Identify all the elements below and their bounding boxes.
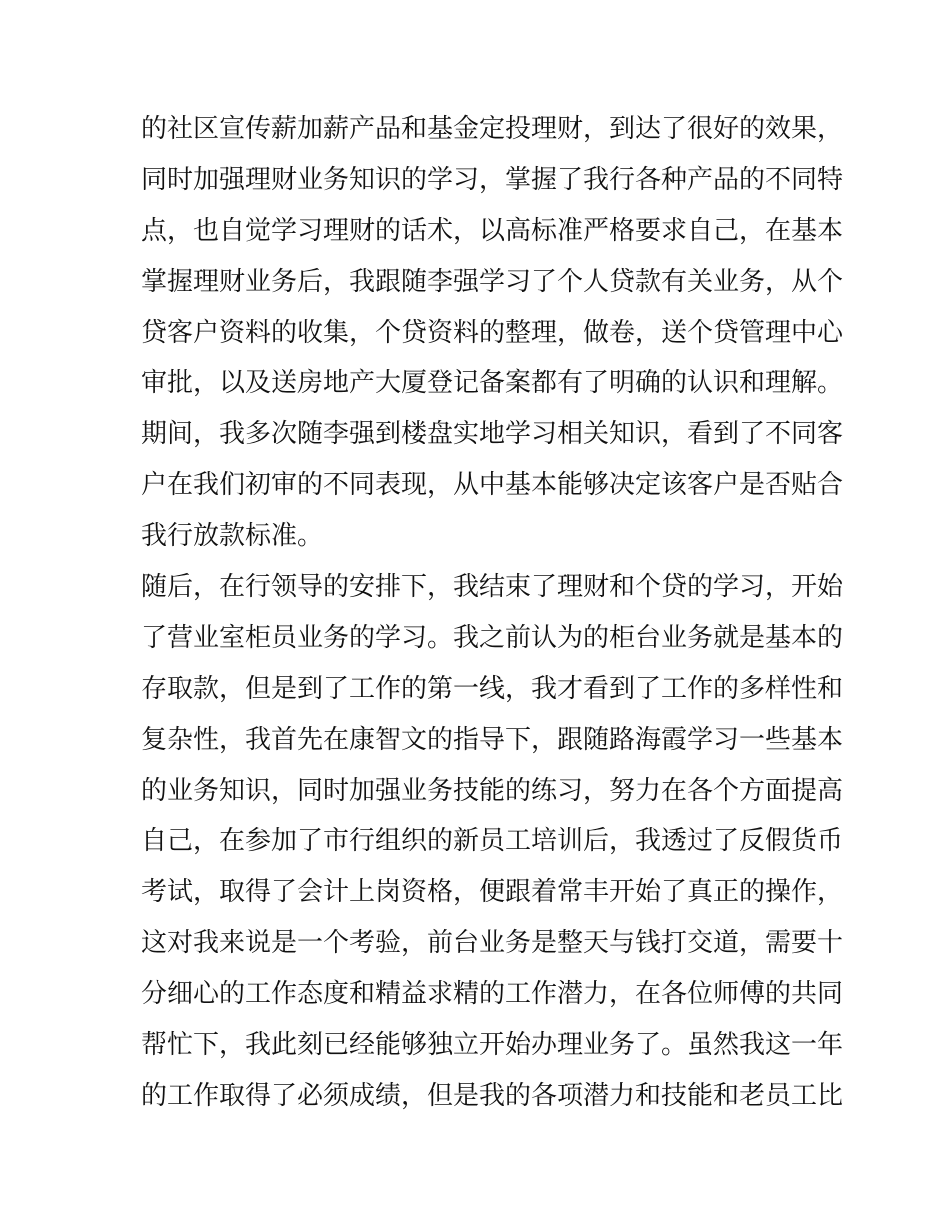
text-line: 的社区宣传薪加薪产品和基金定投理财，到达了很好的效果， [141,114,844,144]
text-line: 自己，在参加了市行组织的新员工培训后，我透过了反假货币 [141,826,844,857]
body-text [141,104,844,1122]
text-line: 分细心的工作态度和精益求精的工作潜力，在各位师傅的共同 [141,979,844,1010]
text-line: 的业务知识，同时加强业务技能的练习，努力在各个方面提高 [141,775,844,806]
text-line: 户在我们初审的不同表现，从中基本能够决定该客户是否贴合 [141,470,844,501]
text-line: 我行放款标准。 [141,521,324,552]
text-line: 同时加强理财业务知识的学习，掌握了我行各种产品的不同特 [141,164,844,195]
text-line: 点，也自觉学习理财的话术，以高标准严格要求自己，在基本 [141,215,844,246]
text-line: 存取款，但是到了工作的第一线，我才看到了工作的多样性和 [141,673,844,704]
text-line: 复杂性，我首先在康智文的指导下，跟随路海霞学习一些基本 [141,724,844,755]
text-line: 掌握理财业务后，我跟随李强学习了个人贷款有关业务，从个 [141,266,844,297]
text-line: 帮忙下，我此刻已经能够独立开始办理业务了。虽然我这一年 [141,1030,844,1061]
text-line: 考试，取得了会计上岗资格，便跟着常丰开始了真正的操作， [141,877,844,908]
text-line: 贷客户资料的收集，个贷资料的整理，做卷，送个贷管理中心 [141,317,844,348]
text-line: 期间，我多次随李强到楼盘实地学习相关知识，看到了不同客 [141,419,844,450]
text-line: 审批，以及送房地产大厦登记备案都有了明确的认识和理解。 [141,368,844,399]
text-line: 随后，在行领导的安排下，我结束了理财和个贷的学习，开始 [141,572,844,603]
text-line: 了营业室柜员业务的学习。我之前认为的柜台业务就是基本的 [141,622,844,653]
text-line: 的工作取得了必须成绩，但是我的各项潜力和技能和老员工比 [141,1080,844,1111]
text-line: 这对我来说是一个考验，前台业务是整天与钱打交道，需要十 [141,928,844,959]
